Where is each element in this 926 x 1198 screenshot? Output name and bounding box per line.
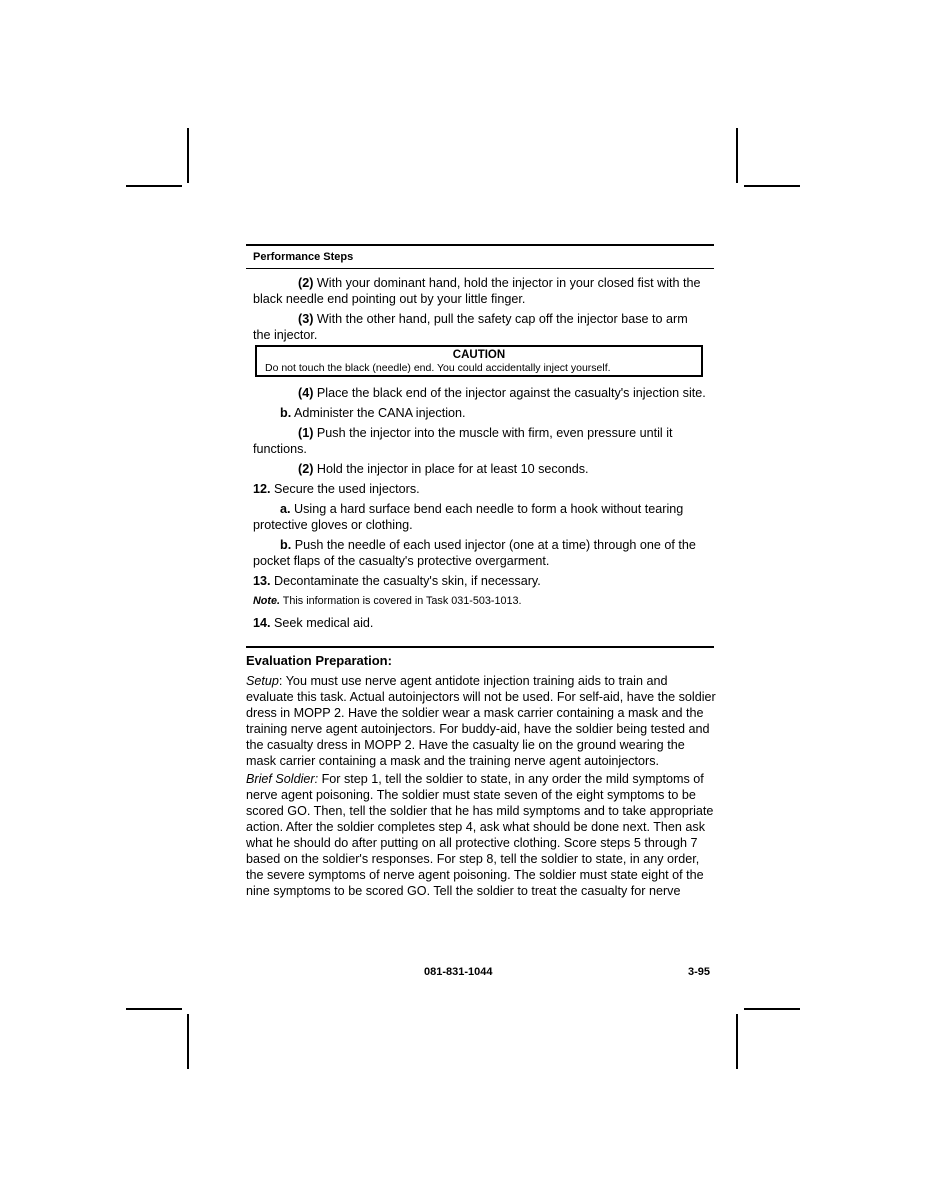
crop-mark <box>187 128 189 183</box>
evaluation-heading: Evaluation Preparation: <box>246 653 392 668</box>
step-12a: a. Using a hard surface bend each needle to form a hook without tearing protective gloves or clothing. <box>253 502 684 532</box>
crop-mark <box>736 128 738 183</box>
setup-paragraph: Setup: You must use nerve agent antidote injection training aids to train and evaluate this task. Actual autoinjectors will not be used. For self-aid, have the soldier dress in MOPP 2. Have the soldier wear a mask carrier containing a mask and the training nerve agent autoinjectors. For buddy-aid, have the soldier being tested and the casualty dress in MOPP 2. Have the casualty lie on the ground wearing the mask carrier containing a mask and the training nerve agent autoinjectors. <box>246 674 716 768</box>
step-2: (2) With your dominant hand, hold the injector in your closed fist with the black needle end pointing out by your little finger. <box>253 276 701 306</box>
steps-bottom-rule <box>246 646 714 648</box>
brief-soldier-paragraph: Brief Soldier: For step 1, tell the soldier to state, in any order the mild symptoms of nerve agent poisoning. The soldier must state seven of the eight symptoms to be scored GO. Then, tell the soldier that he has mild symptoms and to take appropriate action. After the soldier completes step 4, ask what should be done next. Then ask what he should do after putting on all protective clothing. Score steps 5 through 7 based on the soldier's responses. For step 8, tell the soldier to state, in any order, the severe symptoms of nerve agent poisoning. The soldier must state eight of the nine symptoms to be scored GO. Tell the soldier to treat the casualty for nerve <box>246 772 714 898</box>
step-12: 12. Secure the used injectors. <box>253 482 420 496</box>
crop-mark <box>187 1014 189 1069</box>
crop-mark <box>736 1014 738 1069</box>
crop-mark <box>744 185 800 187</box>
section-title: Performance Steps <box>253 251 354 263</box>
step-b: b. Administer the CANA injection. <box>280 406 466 420</box>
step-3: (3) With the other hand, pull the safety cap off the injector base to arm the injector. <box>253 312 688 342</box>
caution-text: Do not touch the black (needle) end. You could accidentally inject yourself. <box>265 362 611 374</box>
crop-mark <box>744 1008 800 1010</box>
caution-title: CAUTION <box>452 349 506 361</box>
task-number: 081-831-1044 <box>424 966 493 978</box>
caution-box <box>255 345 703 377</box>
step-4: (4) Place the black end of the injector against the casualty's injection site. <box>298 386 706 400</box>
step-b1: (1) Push the injector into the muscle with firm, even pressure until it functions. <box>253 426 673 456</box>
note: Note. This information is covered in Task 031-503-1013. <box>253 595 522 607</box>
step-12b: b. Push the needle of each used injector (one at a time) through one of the pocket flaps of the casualty's protective overgarment. <box>253 538 696 568</box>
header-bottom-rule <box>246 268 714 269</box>
step-14: 14. Seek medical aid. <box>253 616 374 630</box>
step-b2: (2) Hold the injector in place for at least 10 seconds. <box>298 462 589 476</box>
page-number: 3-95 <box>688 966 711 978</box>
step-13: 13. Decontaminate the casualty's skin, if necessary. <box>253 574 541 588</box>
crop-mark <box>126 1008 182 1010</box>
performance-steps <box>253 275 708 347</box>
crop-mark <box>126 185 182 187</box>
evaluation-preparation <box>246 653 716 901</box>
performance-steps-continued <box>253 385 708 635</box>
header-top-rule <box>246 244 714 246</box>
